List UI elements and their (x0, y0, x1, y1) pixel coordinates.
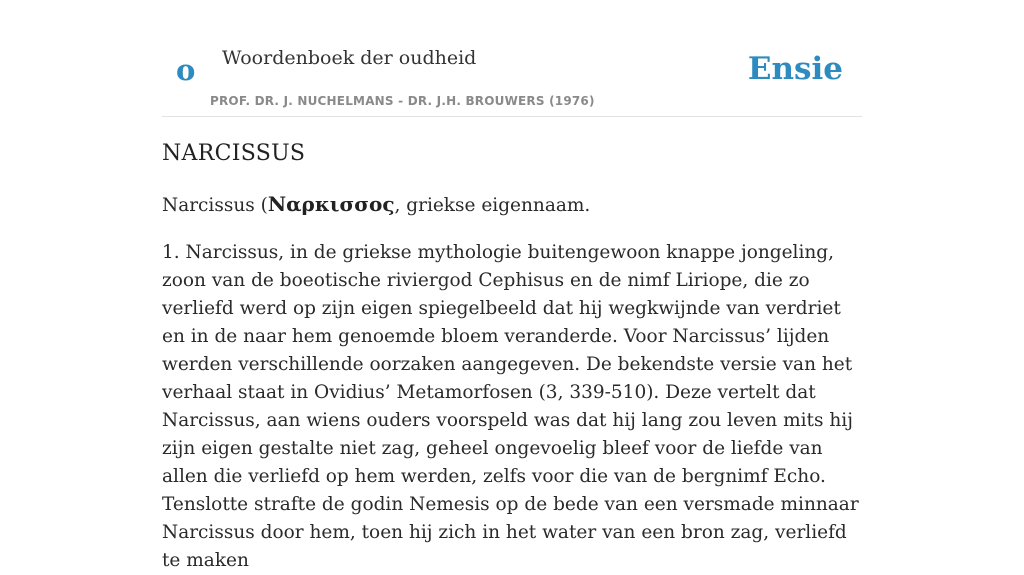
letter-index-link[interactable]: o (176, 53, 196, 87)
intro-greek-name: Ναρκισσος (267, 192, 395, 216)
ensie-logo-link[interactable]: Ensie (747, 51, 843, 87)
entry-paragraph: 1. Narcissus, in de griekse mythologie buitengewoon knappe jongeling, zoon van de boeotische riviergod Cephisus en de nimf Liriope, die zo verliefd werd op zijn eigen spiegelbeeld dat hij wegkwijnde van verdriet en in de naar hem genoemde bloem veranderde. Voor Narcissus’ lijden werden verschillende oorzaken aangegeven. De bekendste versie van het verhaal staat in Ovidius’ Metamorfosen (3, 339-510). Deze vertelt dat Narcissus, aan wiens ouders voorspeld was dat hij lang zou leven mits hij zijn eigen gestalte niet zag, geheel ongevoelig bleef voor de liefde van allen die verliefd op hem werden, zelfs voor die van de bergnimf Echo. Tenslotte strafte de godin Nemesis op de bede van een versmade minnaar Narcissus door hem, toen hij zich in het water van een bron zag, verliefd te maken (162, 242, 859, 571)
entry-content (162, 137, 862, 575)
intro-suffix: , griekse eigennaam. (394, 195, 591, 216)
header (162, 0, 862, 117)
book-authors: PROF. DR. J. NUCHELMANS - DR. J.H. BROUWERS (1976) (210, 94, 595, 108)
intro-prefix: Narcissus ( (162, 195, 268, 216)
book-title: Woordenboek der oudheid (222, 47, 477, 69)
entry-title: NARCISSUS (162, 141, 306, 166)
entry-intro (162, 190, 862, 220)
